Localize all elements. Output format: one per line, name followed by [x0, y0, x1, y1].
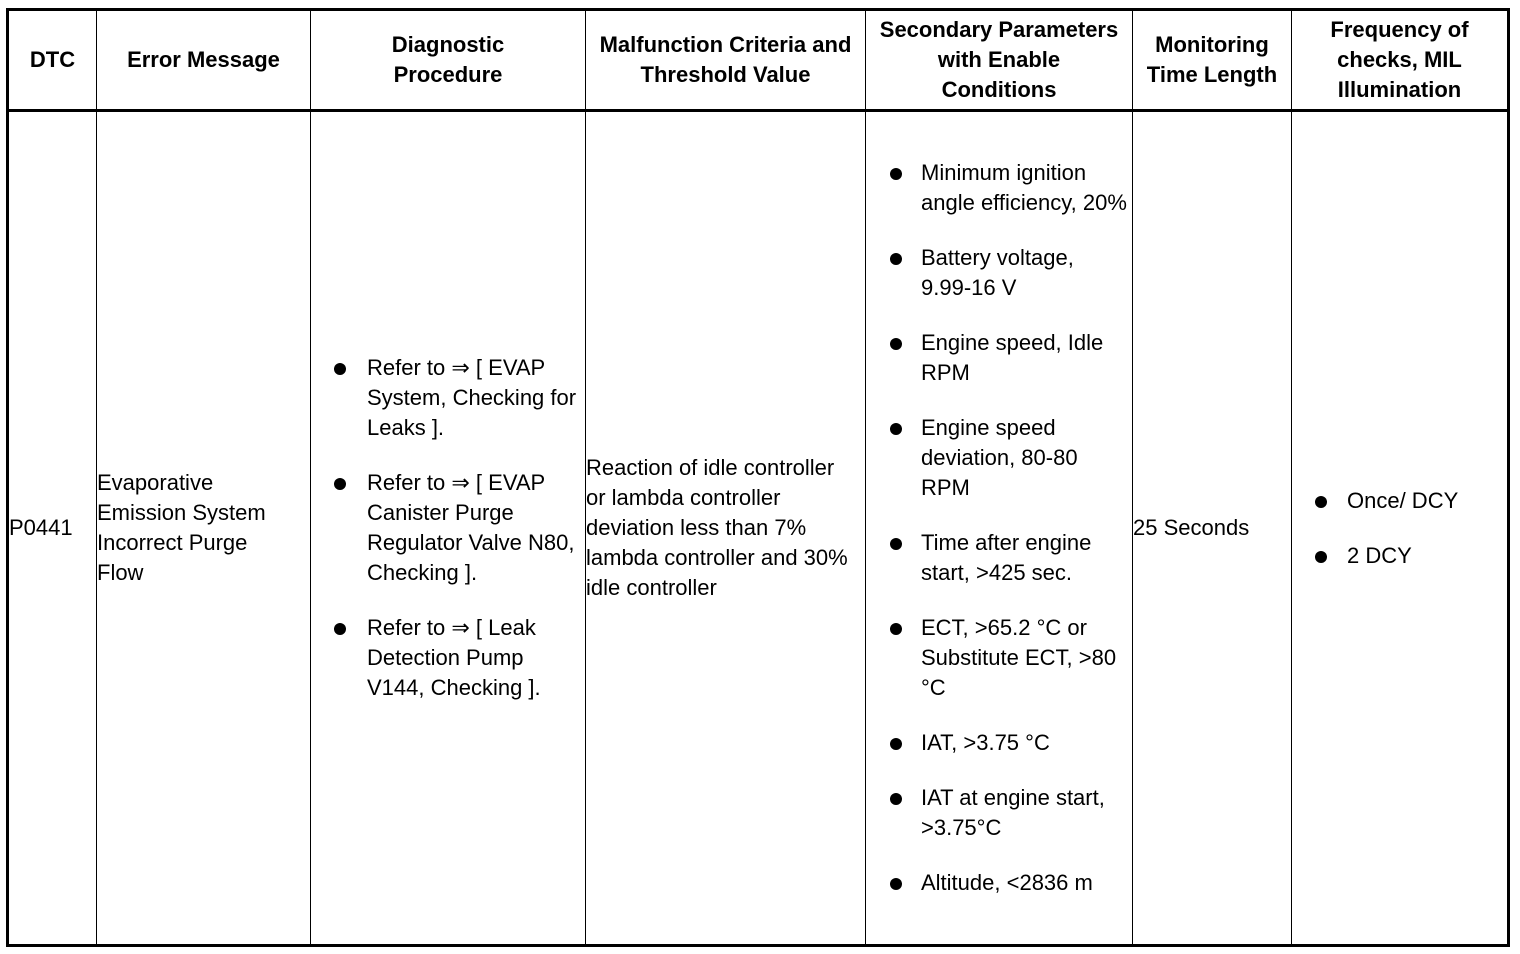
secondary-parameters-list: [866, 158, 1132, 898]
bullet-icon: [890, 623, 902, 635]
list-item: [866, 528, 1132, 588]
bullet-icon: [890, 253, 902, 265]
bullet-icon: [890, 878, 902, 890]
list-item: [1292, 486, 1507, 516]
list-item: [866, 243, 1132, 303]
frequency-text: Once/ DCY: [1347, 487, 1459, 513]
list-item: [866, 868, 1132, 898]
list-item: [311, 613, 585, 703]
bullet-icon: [890, 738, 902, 750]
header-secondary-parameters-text: Secondary Parameters with Enable Conditions: [879, 17, 1119, 102]
list-item: [311, 353, 585, 443]
header-row: [8, 10, 1509, 111]
parameter-text: Minimum ignition angle efficiency, 20%: [921, 160, 1127, 215]
header-diagnostic-procedure-text: Diagnostic Procedure: [391, 32, 505, 87]
monitoring-time: 25 Seconds: [1133, 111, 1292, 946]
frequency-text: 2 DCY: [1347, 542, 1412, 568]
parameter-text: Time after engine start, >425 sec.: [921, 530, 1092, 585]
list-item: [866, 413, 1132, 503]
header-malfunction-criteria: [586, 10, 866, 111]
list-item: [311, 468, 585, 588]
bullet-icon: [334, 478, 346, 490]
dtc-code: P0441: [8, 111, 97, 946]
procedure-link-text: Refer to ⇒ [ Leak Detection Pump V144, Checking ].: [367, 615, 541, 700]
header-monitoring-time: [1133, 10, 1292, 111]
header-frequency: [1292, 10, 1509, 111]
bullet-icon: [890, 793, 902, 805]
header-diagnostic-procedure: [311, 10, 586, 111]
bullet-icon: [890, 168, 902, 180]
bullet-icon: [1315, 551, 1327, 563]
dtc-table: [6, 8, 1510, 947]
parameter-text: Battery voltage, 9.99-16 V: [921, 245, 1074, 300]
bullet-icon: [334, 363, 346, 375]
diagnostic-procedure: [311, 111, 586, 946]
list-item: [866, 158, 1132, 218]
header-malfunction-criteria-text: Malfunction Criteria and Threshold Value: [599, 32, 852, 87]
header-secondary-parameters: [866, 10, 1133, 111]
frequency: [1292, 111, 1509, 946]
parameter-text: IAT at engine start, >3.75°C: [921, 785, 1105, 840]
frequency-list: [1292, 486, 1507, 571]
parameter-text: IAT, >3.75 °C: [921, 730, 1050, 755]
bullet-icon: [1315, 496, 1327, 508]
bullet-icon: [890, 538, 902, 550]
header-error-message: Error Message: [97, 10, 311, 111]
parameter-text: Altitude, <2836 m: [921, 870, 1093, 895]
bullet-icon: [890, 423, 902, 435]
list-item: [866, 783, 1132, 843]
malfunction-criteria-text: Reaction of idle controller or lambda controller deviation less than 7% lambda controller and 30% idle controller: [586, 455, 848, 600]
error-message: [97, 111, 311, 946]
table-row: [8, 111, 1509, 946]
malfunction-criteria: [586, 111, 866, 946]
list-item: [1292, 541, 1507, 571]
secondary-parameters: [866, 111, 1133, 946]
error-message-text: Evaporative Emission System Incorrect Purge Flow: [97, 470, 266, 585]
bullet-icon: [890, 338, 902, 350]
header-frequency-text: Frequency of checks, MIL Illumination: [1330, 17, 1469, 102]
parameter-text: Engine speed, Idle RPM: [921, 330, 1104, 385]
procedure-link-text: Refer to ⇒ [ EVAP Canister Purge Regulator Valve N80, Checking ].: [367, 470, 575, 585]
header-dtc: DTC: [8, 10, 97, 111]
list-item: [866, 613, 1132, 703]
parameter-text: ECT, >65.2 °C or Substitute ECT, >80 °C: [921, 615, 1117, 700]
parameter-text: Engine speed deviation, 80-80 RPM: [921, 415, 1078, 500]
list-item: [866, 328, 1132, 388]
procedure-link-text: Refer to ⇒ [ EVAP System, Checking for Leaks ].: [367, 355, 577, 440]
list-item: [866, 728, 1132, 758]
header-monitoring-time-text: Monitoring Time Length: [1146, 32, 1278, 87]
bullet-icon: [334, 623, 346, 635]
diagnostic-procedure-list: [311, 353, 585, 703]
